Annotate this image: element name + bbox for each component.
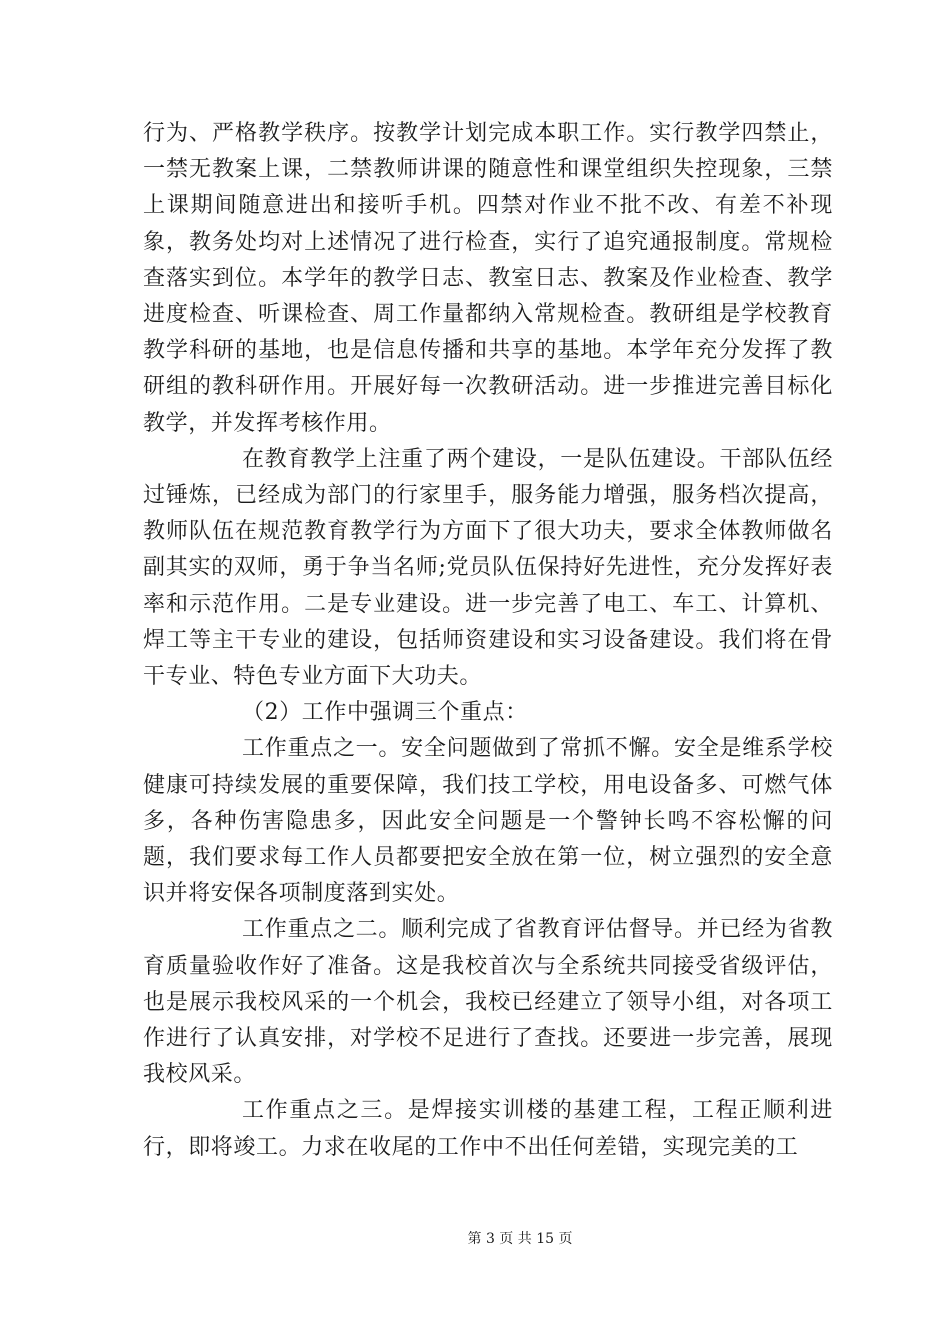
document-body [143, 116, 833, 1166]
section-heading-three-priorities: （2）工作中强调三个重点： [242, 700, 528, 726]
paragraph-priority-two: 工作重点之二。顺利完成了省教育评估督导。并已经为省教育质量验收作好了准备。这是我校首次与全系统共同接受省级评估，也是展示我校风采的一个机会，我校已经建立了领导小组，对各项工作进行了认真安排，对学校不足进行了查找。还要进一步完善，展现我校风采。 [143, 917, 833, 1088]
paragraph-priority-three: 工作重点之三。是焊接实训楼的基建工程，工程正顺利进行，即将竣工。力求在收尾的工作中不出任何差错，实现完美的工 [143, 1098, 833, 1160]
paragraph-priority-one: 工作重点之一。安全问题做到了常抓不懈。安全是维系学校健康可持续发展的重要保障，我们技工学校，用电设备多、可燃气体多，各种伤害隐患多，因此安全问题是一个警钟长鸣不容松懈的问题，我们要求每工作人员都要把安全放在第一位，树立强烈的安全意识并将安保各项制度落到实处。 [143, 736, 833, 907]
paragraph-teaching-order: 行为、严格教学秩序。按教学计划完成本职工作。实行教学四禁止，一禁无教案上课，二禁教师讲课的随意性和课堂组织失控现象，三禁上课期间随意进出和接听手机。四禁对作业不批不改、有差不补现象，教务处均对上述情况了进行检查，实行了追究通报制度。常规检查落实到位。本学年的教学日志、教室日志、教案及作业检查、教学进度检查、听课检查、周工作量都纳入常规检查。教研组是学校教育教学科研的基地，也是信息传播和共享的基地。本学年充分发挥了教研组的教科研作用。开展好每一次教研活动。进一步推进完善目标化教学，并发挥考核作用。 [143, 121, 833, 436]
page-number-footer: 第 3 页 共 15 页 [467, 1231, 573, 1247]
paragraph-two-constructions: 在教育教学上注重了两个建设，一是队伍建设。干部队伍经过锤炼，已经成为部门的行家里手，服务能力增强，服务档次提高，教师队伍在规范教育教学行为方面下了很大功夫，要求全体教师做名副其实的双师，勇于争当名师;党员队伍保持好先进性，充分发挥好表率和示范作用。二是专业建设。进一步完善了电工、车工、计算机、焊工等主干专业的建设，包括师资建设和实习设备建设。我们将在骨干专业、特色专业方面下大功夫。 [143, 446, 833, 690]
